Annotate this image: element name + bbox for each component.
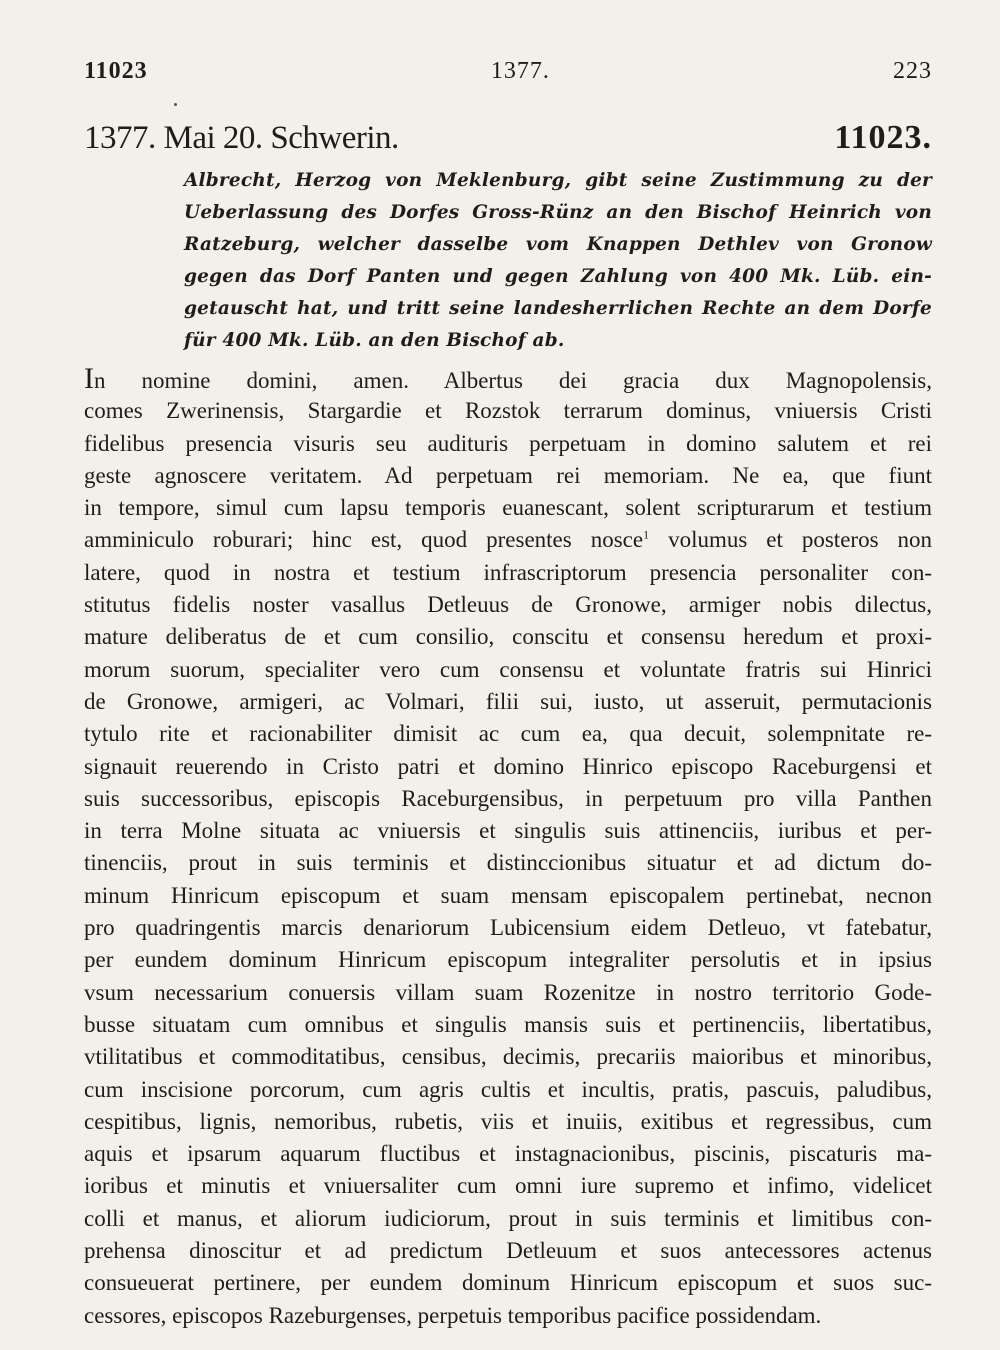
text-line: colli et manus, et aliorum iudiciorum, prout in suis terminis et limitibus con-: [84, 1205, 932, 1231]
text-line: in tempore, simul cum lapsu temporis euanescant, solent scripturarum et testium: [84, 495, 932, 521]
text-line: vtilitatibus et commoditatibus, censibus, decimis, precariis maioribus et minoribus,: [84, 1044, 932, 1070]
text-line: mature deliberatus de et cum consilio, conscitu et consensu heredum et proxi-: [84, 624, 932, 650]
initial-letter: I: [84, 362, 94, 395]
text-line: per eundem dominum Hinricum episcopum integraliter persolutis et in ipsius: [84, 947, 932, 973]
text-line: comes Zwerinensis, Stargardie et Rozstok terrarum dominus, vniuersis Cristi: [84, 398, 932, 424]
text-line: prehensa dinoscitur et ad predictum Detleuum et suos antecessores actenus: [84, 1238, 932, 1264]
text-line: busse situatam cum omnibus et singulis mansis suis et pertinenciis, libertatibus,: [84, 1011, 932, 1037]
date-place: 1377. Mai 20. Schwerin.: [84, 120, 399, 156]
regest-line: getauscht hat, und tritt seine landesherrlichen Rechte an dem Dorfe: [184, 298, 932, 319]
year-header: 1377.: [490, 58, 550, 84]
text-line: minum Hinricum episcopum et suam mensam episcopalem pertinebat, necnon: [84, 882, 932, 908]
footnote-marker: 1: [643, 527, 650, 542]
page-number: 223: [893, 58, 932, 84]
text-line: de Gronowe, armigeri, ac Volmari, filii sui, iusto, ut asseruit, permutacionis: [84, 688, 932, 714]
charter-number-header: 11023: [84, 58, 148, 84]
text-line: cespitibus, lignis, nemoribus, rubetis, viis et inuiis, exitibus et regressibus, cum: [84, 1108, 932, 1134]
text-line: tytulo rite et racionabiliter dimisit ac cum ea, qua decuit, solempnitate re-: [84, 721, 932, 747]
text-line: [84, 524, 932, 556]
text-line: consueuerat pertinere, per eundem dominum Hinricum episcopum et suos suc-: [84, 1270, 932, 1296]
print-speck: [174, 103, 177, 106]
text-line: signauit reuerendo in Cristo patri et domino Hinrico episcopo Raceburgensi et: [84, 753, 932, 779]
running-head: [84, 58, 932, 85]
text-line-rest: n nomine domini, amen. Albertus dei gracia dux Magnopolensis,: [94, 368, 932, 393]
text-line: morum suorum, specialiter vero cum consensu et voluntate fratris sui Hinrici: [84, 656, 932, 682]
text-line: pro quadringentis marcis denariorum Lubicensium eidem Detleuo, vt fatebatur,: [84, 915, 932, 941]
regest: [184, 165, 932, 357]
regest-line: Albrecht, Herzog von Meklenburg, gibt seine Zustimmung zu der: [184, 170, 932, 191]
text-line: in terra Molne situata ac vniuersis et singulis suis attinenciis, iuribus et per-: [84, 818, 932, 844]
text-line: [84, 363, 932, 395]
text-line: suis successoribus, episcopis Raceburgensibus, in perpetuum pro villa Panthen: [84, 785, 932, 811]
text-line: aquis et ipsarum aquarum fluctibus et instagnacionibus, piscinis, piscaturis ma-: [84, 1141, 932, 1167]
regest-line: gegen das Dorf Panten und gegen Zahlung von 400 Mk. Lüb. ein-: [184, 266, 932, 287]
text-line: fidelibus presencia visuris seu audituris perpetuam in domino salutem et rei: [84, 430, 932, 456]
regest-line: Ueberlassung des Dorfes Gross-Rünz an den Bischof Heinrich von: [184, 202, 932, 223]
text-line: vsum necessarium conuersis villam suam Rozenitze in nostro territorio Gode-: [84, 979, 932, 1005]
page: [84, 58, 932, 1332]
text-line: cum inscisione porcorum, cum agris cultis et incultis, pratis, pascuis, paludibus,: [84, 1076, 932, 1102]
text-line-start: amminiculo roburari; hinc est, quod presentes nosce: [84, 527, 644, 553]
text-line: stitutus fidelis noster vasallus Detleuus de Gronowe, armiger nobis dilectus,: [84, 592, 932, 618]
charter-title: [84, 119, 932, 157]
text-line: cessores, episcopos Razeburgenses, perpetuis temporibus pacifice possidendam.: [84, 1302, 822, 1328]
text-line: geste agnoscere veritatem. Ad perpetuam rei memoriam. Ne ea, que fiunt: [84, 462, 932, 488]
text-line: latere, quod in nostra et testium infrascriptorum presencia personaliter con-: [84, 559, 932, 585]
text-line: ioribus et minutis et vniuersaliter cum omni iure supremo et infimo, videlicet: [84, 1173, 932, 1199]
text-line: tinenciis, prout in suis terminis et distinccionibus situatur et ad dictum do-: [84, 850, 932, 876]
text-line-end: volumus et posteros non: [668, 527, 932, 553]
charter-text: [84, 363, 932, 1332]
regest-line: Ratzeburg, welcher dasselbe vom Knappen Dethlev von Gronow: [184, 234, 932, 255]
regest-line: für 400 Mk. Lüb. an den Bischof ab.: [184, 330, 565, 351]
charter-number: 11023.: [834, 119, 932, 156]
